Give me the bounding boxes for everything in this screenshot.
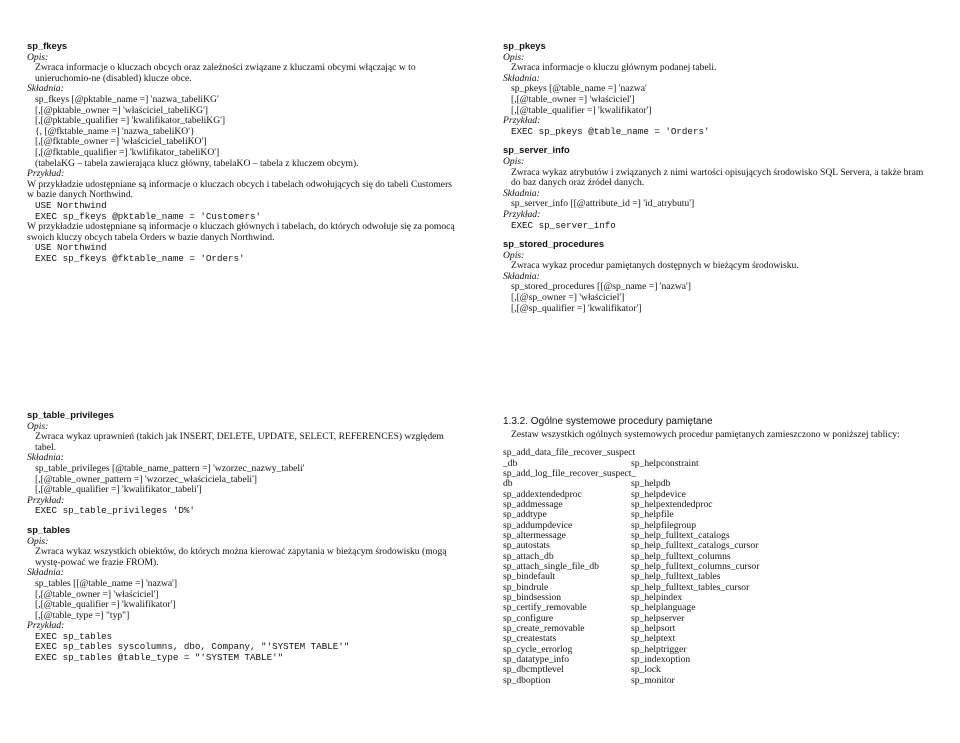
list-item: sp_autostats [503, 540, 550, 552]
syntax-line: sp_fkeys [@pktable_name =] 'nazwa_tabeliKG' [35, 93, 219, 105]
code-line: USE Northwind [35, 199, 107, 211]
panel-sp-pkeys [503, 41, 933, 314]
intro-text: Zestaw wszystkich ogólnych systemowych procedur pamiętanych zamieszczono w poniższej tablicy: [511, 428, 900, 440]
list-item: sp_addextendedproc [503, 488, 582, 500]
list-item: sp_helplanguage [631, 602, 696, 614]
list-item: sp_dboption [503, 674, 551, 686]
list-item: sp_helptrigger [631, 643, 687, 655]
skladnia-label: Składnia: [27, 567, 64, 579]
list-item: sp_attach_single_file_db [503, 560, 599, 572]
section-heading: 1.3.2. Ogólne systemowe procedury pamiętane [503, 416, 713, 427]
section-title: sp_fkeys [27, 40, 68, 51]
list-item: sp_certify_removable [503, 602, 587, 614]
panel-general-procedures [503, 417, 933, 686]
opis-label: Opis: [27, 420, 49, 432]
przyklad-label: Przykład: [503, 115, 541, 127]
syntax-line: sp_table_privileges [@table_name_pattern =] 'wzorzec_nazwy_tabeli' [35, 462, 305, 474]
opis-text: Zwraca informacje o kluczu głównym podanej tabeli. [511, 62, 717, 74]
list-item: sp_addtype [503, 509, 547, 521]
opis-text: Zwraca wykaz procedur pamiętanych dostępnych w bieżącym środowisku. [511, 260, 799, 272]
opis-label: Opis: [503, 155, 525, 167]
przyklad-label: Przykład: [27, 168, 65, 180]
list-item: sp_help_fulltext_catalogs [631, 529, 730, 541]
panel-sp-table-privileges [27, 410, 457, 664]
example-text: W przykładzie udostępniane są informacje o kluczach głównych i tabelach, do których odwołuje się za pomocą swoich kluczy obcych tabela Orders w bazie danych Northwind. [27, 221, 455, 243]
list-item: sp_addmessage [503, 498, 563, 510]
list-item: sp_helpfilegroup [631, 519, 697, 531]
list-item: sp_help_fulltext_columns [631, 550, 731, 562]
code-line: USE Northwind [35, 242, 107, 254]
opis-label: Opis: [503, 249, 525, 261]
list-item: sp_helpdevice [631, 488, 686, 500]
example-text: W przykładzie udostępniane są informacje o kluczach obcych i tabelach odwołujących się do tabeli Customers w bazie danych Northwind. [27, 178, 452, 201]
list-item: sp_help_fulltext_catalogs_cursor [631, 540, 759, 552]
list-item: sp_bindrule [503, 581, 549, 593]
opis-label: Opis: [27, 535, 49, 547]
opis-text: Zwraca wykaz wszystkich obiektów, do których można kierować zapytania w bieżącym środowisku (mogą wystę-pować we frazie FROM). [35, 546, 447, 568]
list-item: sp_add_log_file_recover_suspect_ [503, 467, 637, 479]
przyklad-label: Przykład: [27, 494, 65, 506]
list-item: sp_bindefault [503, 571, 556, 583]
list-item: sp_datatype_info [503, 654, 570, 666]
section-title: sp_server_info [503, 144, 570, 156]
syntax-line: [,[@table_owner =] 'właściciel'] [511, 93, 635, 105]
list-item: sp_attach_db [503, 550, 554, 562]
list-item: db [503, 478, 513, 490]
list-item: sp_help_fulltext_tables_cursor [631, 581, 750, 593]
list-item: _db [503, 457, 518, 469]
syntax-line: sp_tables [[@table_name =] 'nazwa'] [35, 577, 178, 589]
code-line: EXEC sp_tables syscolumns, dbo, Company, "'SYSTEM TABLE'" [35, 641, 350, 653]
skladnia-label: Składnia: [503, 187, 540, 199]
list-item: sp_monitor [631, 674, 675, 686]
syntax-line: sp_pkeys [@table_name =] 'nazwa' [511, 83, 647, 95]
przyklad-label: Przykład: [503, 208, 541, 220]
skladnia-label: Składnia: [27, 452, 64, 464]
list-item: sp_helpdb [631, 478, 671, 490]
syntax-line: [,[@sp_owner =] 'właściciel'] [511, 292, 625, 304]
list-item: sp_createstats [503, 633, 557, 645]
code-line: EXEC sp_tables @table_type = "'SYSTEM TABLE'" [35, 652, 284, 664]
procedure-table [503, 448, 933, 686]
list-item: sp_helpextendedproc [631, 498, 713, 510]
list-item: sp_help_fulltext_columns_cursor [631, 560, 760, 572]
list-item: sp_cycle_errorlog [503, 643, 573, 655]
skladnia-label: Składnia: [503, 72, 540, 84]
skladnia-label: Składnia: [503, 270, 540, 282]
syntax-line: [,[@pktable_qualifier =] 'kwalifikator_tabeliKG'] [35, 115, 226, 127]
list-item: sp_helpsort [631, 623, 676, 635]
code-line: EXEC sp_fkeys @pktable_name = 'Customers' [35, 210, 262, 222]
syntax-line: [,[@table_qualifier =] 'kwalifikator'] [511, 104, 652, 116]
syntax-line: [,[@pktable_owner =] 'właściciel_tabeliKG'] [35, 104, 209, 116]
opis-label: Opis: [503, 51, 525, 63]
list-item: sp_altermessage [503, 529, 566, 541]
syntax-line: [,[@fktable_owner =] 'właściciel_tabeliKO'] [35, 136, 207, 148]
section-title: sp_stored_procedures [503, 238, 605, 250]
opis-text: Zwraca wykaz atrybutów i związanych z nimi wartości opisujących środowisko SQL Servera, a także bram do baz danych oraz źródeł danych. [511, 166, 924, 189]
procedure-column-1 [503, 447, 637, 686]
list-item: sp_helpindex [631, 592, 683, 603]
code-line: EXEC sp_table_privileges 'D%' [35, 505, 195, 517]
list-item: sp_helpconstraint [631, 457, 699, 469]
opis-text: Zwraca wykaz uprawnień (takich jak INSERT, DELETE, UPDATE, SELECT, REFERENCES) względem tabel. [35, 431, 444, 453]
syntax-line: [,[@table_owner =] 'właściciel'] [35, 588, 159, 600]
opis-label: Opis: [27, 51, 49, 63]
syntax-line: [,[@sp_qualifier =] 'kwalifikator'] [511, 302, 642, 314]
code-line: EXEC sp_tables [35, 630, 113, 642]
code-line: EXEC sp_fkeys @fktable_name = 'Orders' [35, 252, 245, 264]
syntax-note: (tabelaKG – tabela zawierająca klucz główny, tabelaKO – tabela z kluczem obcym). [35, 157, 359, 169]
list-item: sp_bindsession [503, 592, 562, 603]
section-title: sp_tables [27, 523, 71, 535]
list-item: sp_addumpdevice [503, 519, 573, 531]
section-title: sp_table_privileges [27, 409, 115, 420]
list-item: sp_create_removable [503, 623, 585, 635]
list-item: sp_helpfile [631, 509, 674, 521]
skladnia-label: Składnia: [27, 83, 64, 95]
syntax-line: sp_stored_procedures [[@sp_name =] 'nazwa'] [511, 281, 691, 293]
syntax-line: sp_server_info [[@attribute_id =] 'id_atrybutu'] [511, 198, 695, 210]
syntax-line: [,[@table_owner_pattern =] 'wzorzec_właściciela_tabeli'] [35, 473, 257, 485]
opis-text: Zwraca informacje o kluczach obcych oraz zależności związane z kluczami obcymi włączając w to unieruchomio-ne (disabled) klucze obce. [35, 62, 416, 84]
list-item: sp_helpserver [631, 612, 685, 624]
procedure-column-2 [631, 448, 759, 686]
list-item: sp_help_fulltext_tables [631, 571, 721, 583]
syntax-line: [,[@table_qualifier =] 'kwalifikator_tabeli'] [35, 484, 202, 496]
list-item: sp_add_data_file_recover_suspect [503, 447, 636, 459]
syntax-line: {, [@fktable_name =] 'nazwa_tabeliKO'} [35, 125, 195, 137]
list-item: sp_lock [631, 664, 661, 676]
syntax-line: [,[@fktable_qualifier =] 'kwlifikator_tabeliKO'] [35, 146, 220, 158]
przyklad-label: Przykład: [27, 620, 65, 632]
list-item: sp_helptext [631, 633, 676, 645]
list-item: sp_dbcmptlevel [503, 664, 564, 676]
syntax-line: [,[@table_qualifier =] 'kwalifikator'] [35, 599, 176, 611]
list-item: sp_indexoption [631, 654, 691, 666]
code-line: EXEC sp_server_info [511, 219, 616, 231]
code-line: EXEC sp_pkeys @table_name = 'Orders' [511, 125, 710, 137]
list-item [631, 448, 759, 458]
syntax-line: [,[@table_type =] "typ"] [35, 609, 130, 621]
section-title: sp_pkeys [503, 40, 546, 51]
list-item: sp_configure [503, 612, 554, 624]
panel-sp-fkeys [27, 41, 457, 264]
